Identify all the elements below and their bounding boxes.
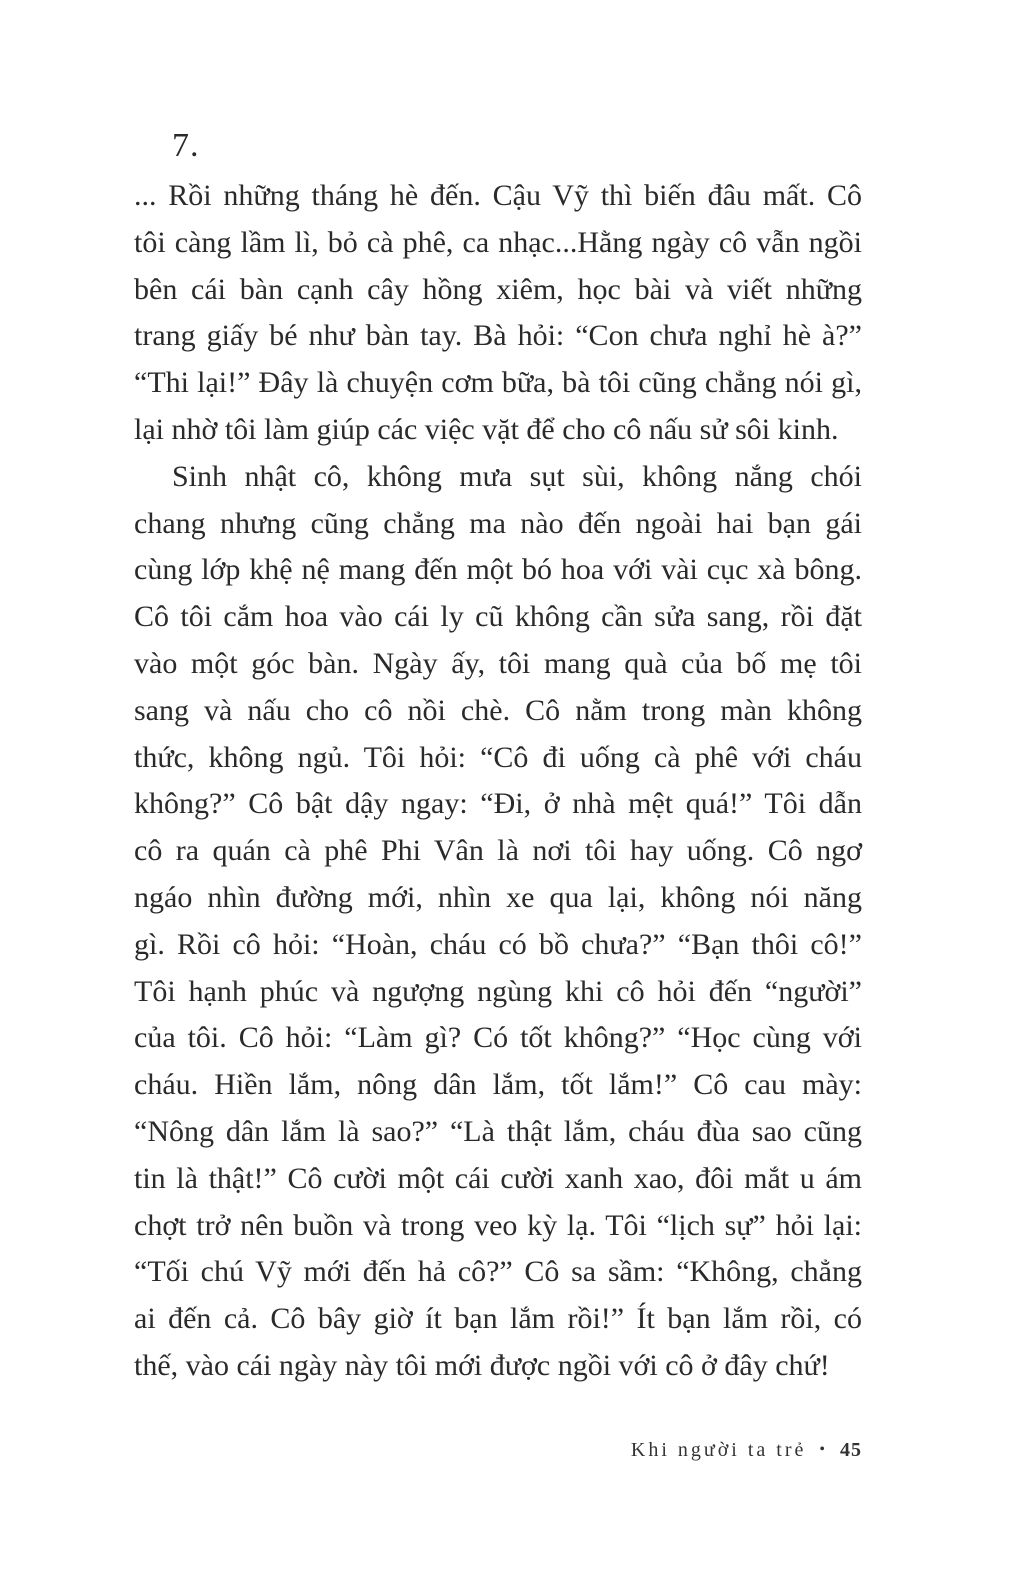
text-line: Sinh nhật cô, không mưa sụt sùi, không nắng chói: [172, 459, 862, 493]
text-line: “Nông dân lắm là sao?” “Là thật lắm, cháu đùa sao cũng: [134, 1114, 862, 1148]
text-line: cháu. Hiền lắm, nông dân lắm, tốt lắm!” Cô cau mày:: [134, 1068, 862, 1102]
text-line: lại nhờ tôi làm giúp các việc vặt để cho cô nấu sử sôi kinh.: [134, 412, 839, 446]
text-line: trang giấy bé như bàn tay. Bà hỏi: “Con chưa nghỉ hè à?”: [134, 319, 862, 353]
text-line: vào một góc bàn. Ngày ấy, tôi mang quà của bố mẹ tôi: [134, 646, 862, 680]
text-line: tôi càng lầm lì, bỏ cà phê, ca nhạc...Hằng ngày cô vẫn ngồi: [134, 225, 862, 259]
text-line: ai đến cả. Cô bây giờ ít bạn lắm rồi!” Ít bạn lắm rồi, có: [134, 1302, 862, 1336]
page-number: 45: [840, 1439, 862, 1461]
text-line: sang và nấu cho cô nồi chè. Cô nằm trong màn không: [134, 693, 862, 727]
book-title: Khi người ta trẻ: [630, 1439, 807, 1461]
text-line: tin là thật!” Cô cười một cái cười xanh xao, đôi mắt u ám: [134, 1161, 862, 1195]
text-line: cô ra quán cà phê Phi Vân là nơi tôi hay uống. Cô ngơ: [134, 834, 862, 868]
running-footer: [631, 1436, 862, 1464]
separator-dot: •: [819, 1441, 825, 1458]
text-line: thế, vào cái ngày này tôi mới được ngồi với cô ở đây chứ!: [134, 1348, 830, 1382]
text-line: gì. Rồi cô hỏi: “Hoàn, cháu có bồ chưa?” “Bạn thôi cô!”: [134, 927, 862, 961]
text-line: thức, không ngủ. Tôi hỏi: “Cô đi uống cà phê với cháu: [134, 740, 862, 774]
text-line: “Tối chú Vỹ mới đến hả cô?” Cô sa sầm: “Không, chẳng: [134, 1255, 862, 1289]
text-line: “Thi lại!” Đây là chuyện cơm bữa, bà tôi cũng chẳng nói gì,: [134, 366, 862, 400]
text-line: bên cái bàn cạnh cây hồng xiêm, học bài và viết những: [134, 272, 862, 306]
body-text: [134, 173, 862, 1390]
text-line: không?” Cô bật dậy ngay: “Đi, ở nhà mệt quá!” Tôi dẫn: [134, 787, 862, 821]
text-line: chang nhưng cũng chẳng ma nào đến ngoài hai bạn gái: [134, 506, 862, 540]
text-line: của tôi. Cô hỏi: “Làm gì? Có tốt không?” “Học cùng với: [134, 1021, 862, 1055]
text-line: chợt trở nên buồn và trong veo kỳ lạ. Tôi “lịch sự” hỏi lại:: [134, 1208, 862, 1242]
text-line: cùng lớp khệ nệ mang đến một bó hoa với vài cục xà bông.: [134, 553, 862, 587]
text-line: ... Rồi những tháng hè đến. Cậu Vỹ thì biến đâu mất. Cô: [134, 179, 862, 212]
paragraph-1: [134, 173, 862, 454]
text-line: Tôi hạnh phúc và ngượng ngùng khi cô hỏi đến “người”: [134, 974, 862, 1008]
text-line: Cô tôi cắm hoa vào cái ly cũ không cần sửa sang, rồi đặt: [134, 600, 862, 634]
chapter-number: 7.: [172, 127, 200, 164]
paragraph-2: [134, 454, 862, 1390]
text-line: ngáo nhìn đường mới, nhìn xe qua lại, không nói năng: [134, 880, 862, 914]
